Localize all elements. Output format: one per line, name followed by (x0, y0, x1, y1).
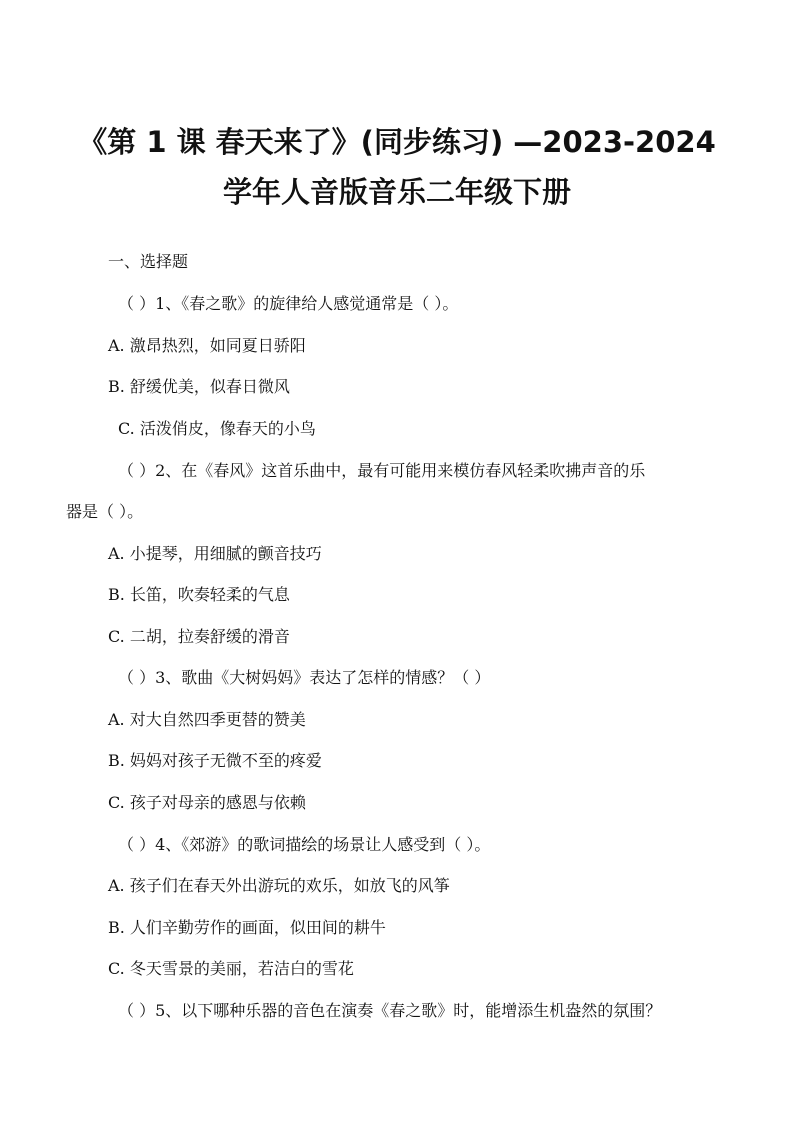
question-2-option-a: A. 小提琴，用细腻的颤音技巧 (108, 544, 322, 563)
question-3-stem: （ ）3、歌曲《大树妈妈》表达了怎样的情感？（ ） (118, 668, 491, 687)
section-heading: 一、选择题 (108, 252, 189, 271)
question-2-stem-line-2: 器是（ ）。 (66, 502, 144, 521)
question-4-stem: （ ）4、《郊游》的歌词描绘的场景让人感受到（ ）。 (118, 835, 491, 854)
question-3-option-c: C. 孩子对母亲的感恩与依赖 (108, 793, 306, 812)
question-1-option-c: C. 活泼俏皮，像春天的小鸟 (118, 419, 316, 438)
question-3-option-a: A. 对大自然四季更替的赞美 (108, 710, 306, 729)
question-4-option-b: B. 人们辛勤劳作的画面，似田间的耕牛 (108, 918, 386, 937)
document-title-line-1: 《第 1 课 春天来了》(同步练习) —2023-2024 (78, 125, 716, 159)
question-1-option-b: B. 舒缓优美，似春日微风 (108, 377, 290, 396)
question-2-stem-line-1: （ ）2、在《春风》这首乐曲中，最有可能用来模仿春风轻柔吹拂声音的乐 (118, 461, 646, 480)
question-5-stem: （ ）5、以下哪种乐器的音色在演奏《春之歌》时，能增添生机盎然的氛围？ (118, 1001, 662, 1020)
question-4-option-c: C. 冬天雪景的美丽，若洁白的雪花 (108, 959, 354, 978)
question-1-stem: （ ）1、《春之歌》的旋律给人感觉通常是（ ）。 (118, 294, 459, 313)
question-3-option-b: B. 妈妈对孩子无微不至的疼爱 (108, 751, 322, 770)
question-2-option-b: B. 长笛，吹奏轻柔的气息 (108, 585, 290, 604)
document-title-line-2: 学年人音版音乐二年级下册 (222, 175, 571, 209)
question-2-option-c: C. 二胡，拉奏舒缓的滑音 (108, 627, 290, 646)
question-4-option-a: A. 孩子们在春天外出游玩的欢乐，如放飞的风筝 (108, 876, 450, 895)
question-1-option-a: A. 激昂热烈，如同夏日骄阳 (108, 336, 306, 355)
